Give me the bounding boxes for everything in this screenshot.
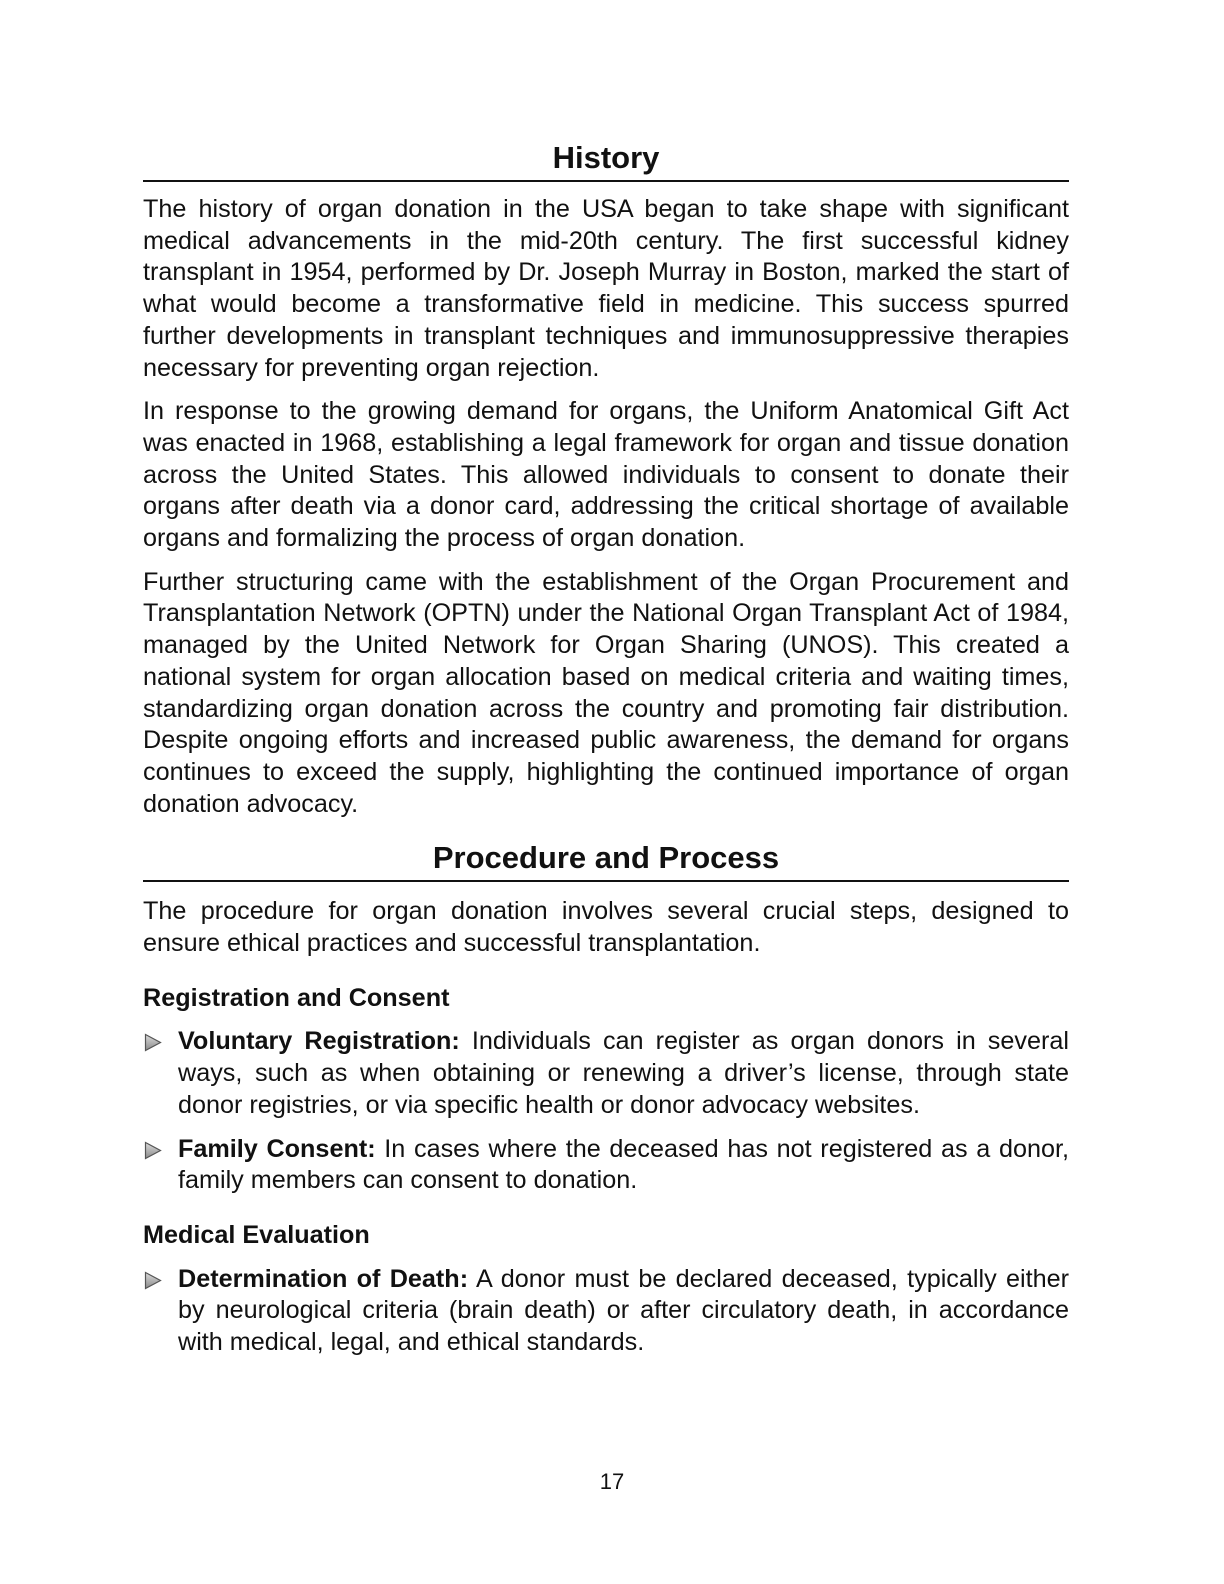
procedure-intro: The procedure for organ donation involves several crucial steps, designed to ensure ethical practices and successful transplantation. xyxy=(143,897,1069,958)
history-paragraph-1: The history of organ donation in the USA began to take shape with significant medical advancements in the mid-20th century. The first successful kidney transplant in 1954, performed by Dr. Joseph Murray in Boston, marked the start of what would become a transformative field in medicine. This success spurred further developments in transplant techniques and immunosuppressive therapies necessary for preventing organ rejection. xyxy=(143,195,1069,382)
list-item xyxy=(143,1264,1069,1359)
procedure-section xyxy=(143,838,1069,1358)
triangle-arrow-icon xyxy=(144,1141,162,1160)
triangle-arrow-icon xyxy=(144,1033,162,1052)
list-item xyxy=(143,1026,1069,1121)
bullet-text: In cases where the deceased has not registered as a donor, family members can consent to donation. xyxy=(178,1134,1069,1195)
triangle-arrow-icon xyxy=(144,1271,162,1290)
history-section xyxy=(143,138,1069,820)
document-page xyxy=(143,138,1069,1359)
list-item xyxy=(143,1134,1069,1197)
page-number: 17 xyxy=(599,1469,625,1494)
registration-subheading: Registration and Consent xyxy=(143,983,450,1012)
history-heading: History xyxy=(143,138,1069,182)
medical-evaluation-subheading: Medical Evaluation xyxy=(143,1220,370,1249)
bullet-term: Family Consent: xyxy=(178,1134,376,1163)
medical-evaluation-bullet-list xyxy=(143,1264,1069,1359)
procedure-heading: Procedure and Process xyxy=(143,838,1069,882)
bullet-term: Voluntary Registration: xyxy=(178,1027,460,1056)
bullet-text: A donor must be declared deceased, typically either by neurological criteria (brain death) or after circulatory death, in accordance with medical, legal, and ethical standards. xyxy=(178,1264,1069,1357)
registration-bullet-list xyxy=(143,1026,1069,1197)
bullet-term: Determination of Death: xyxy=(178,1264,469,1293)
history-paragraph-2: In response to the growing demand for organs, the Uniform Anatomical Gift Act was enacted in 1968, establishing a legal framework for organ and tissue donation across the United States. This allowed individuals to consent to donate their organs after death via a donor card, addressing the critical shortage of available organs and formalizing the process of organ donation. xyxy=(143,397,1069,553)
bullet-text: Individuals can register as organ donors in several ways, such as when obtaining or renewing a driver’s license, through state donor registries, or via specific health or donor advocacy websites. xyxy=(178,1027,1069,1119)
history-paragraph-3: Further structuring came with the establishment of the Organ Procurement and Transplantation Network (OPTN) under the National Organ Transplant Act of 1984, managed by the United Network for Organ Sharing (UNOS). This created a national system for organ allocation based on medical criteria and waiting times, standardizing organ donation across the country and promoting fair distribution. Despite ongoing efforts and increased public awareness, the demand for organs continues to exceed the supply, highlighting the continued importance of organ donation advocacy. xyxy=(143,567,1069,818)
